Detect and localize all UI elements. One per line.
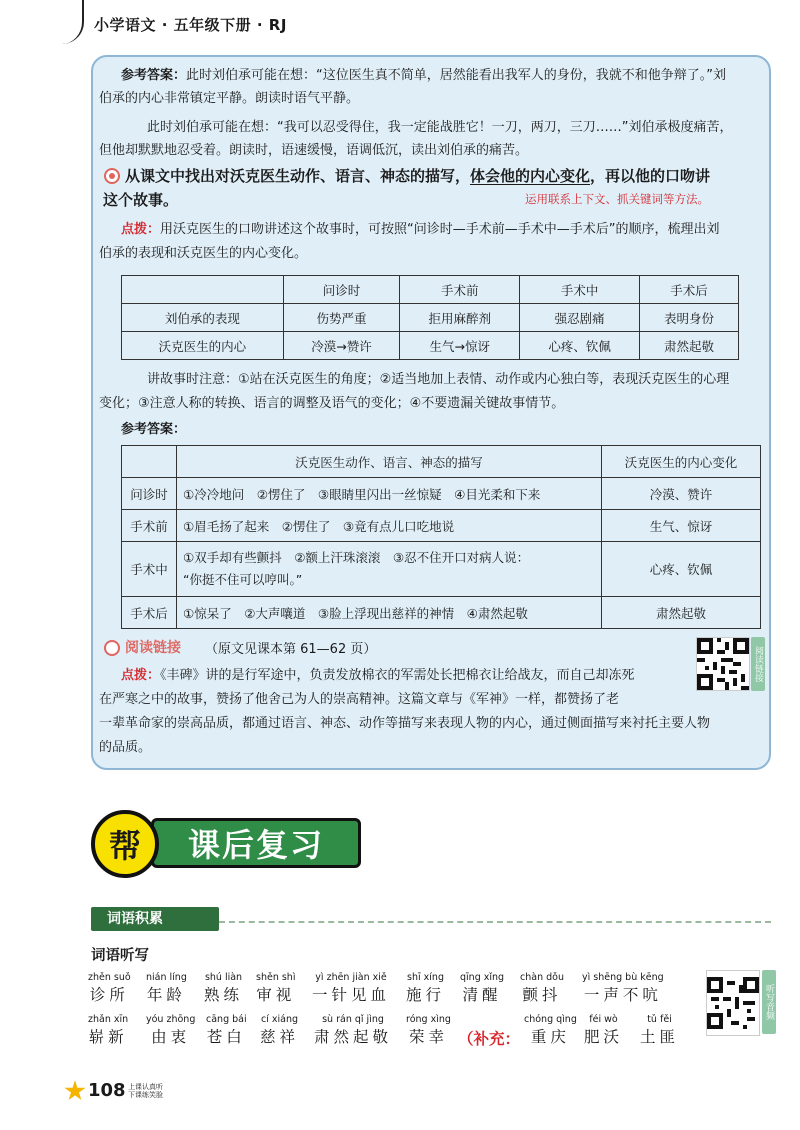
qr-code-icon[interactable] xyxy=(696,637,750,691)
word-item: chóng qìng 重庆 xyxy=(524,1014,577,1046)
qr-tag: 阅读链接 xyxy=(751,637,765,691)
table-cell: 手术前 xyxy=(122,510,177,542)
table-cell: ①惊呆了 ②大声嚷道 ③脸上浮现出慈祥的神情 ④肃然起敬 xyxy=(177,597,602,629)
table-cell: 生气、惊讶 xyxy=(602,510,761,542)
table-cell: 肃然起敬 xyxy=(640,332,739,360)
word-item: nián líng 年龄 xyxy=(146,972,187,1004)
table-row xyxy=(122,542,761,597)
table-cell: 表明身份 xyxy=(640,304,739,332)
table-cell: 伤势严重 xyxy=(283,304,399,332)
word-item: qīng xǐng 清醒 xyxy=(460,972,505,1004)
table-row xyxy=(122,478,761,510)
answer1-line2: 伯承的内心非常镇定平静。朗读时语气平静。 xyxy=(99,91,360,106)
word-item: zhěn suǒ 诊所 xyxy=(88,972,131,1004)
table-cell: 肃然起敬 xyxy=(602,597,761,629)
section-strip xyxy=(91,907,771,931)
table-cell: ①双手却有些颤抖 ②额上汗珠滚滚 ③忍不住开口对病人说： “你挺不住可以哼叫。” xyxy=(177,542,602,597)
page-header xyxy=(0,0,800,44)
table-cell: 生气→惊讶 xyxy=(400,332,520,360)
reading-link-source: （原文见课本第 61—62 页） xyxy=(205,642,377,657)
table-cell: 手术中 xyxy=(122,542,177,597)
table-cell: 手术后 xyxy=(640,276,739,304)
word-item: shī xíng 施行 xyxy=(406,972,446,1004)
summary-table xyxy=(121,275,739,360)
table-cell xyxy=(122,276,284,304)
table-cell: ①眉毛扬了起来 ②愣住了 ③竟有点儿口吃地说 xyxy=(177,510,602,542)
word-item: sù rán qǐ jìng 肃然起敬 xyxy=(314,1014,393,1046)
story-line1: 讲故事时注意：①站在沃克医生的角度；②适当地加上表情、动作或内心独白等，表现沃克医生的心理 xyxy=(147,372,730,387)
table-cell: 沃克医生动作、语言、神态的描写 xyxy=(177,446,602,478)
word-item: yì shēng bù kēng 一声不吭 xyxy=(582,972,664,1004)
table-row xyxy=(122,510,761,542)
table-row xyxy=(122,446,761,478)
table-cell: 沃克医生的内心变化 xyxy=(602,446,761,478)
word-item: chàn dǒu 颤抖 xyxy=(520,972,564,1004)
table-cell: 冷漠、赞许 xyxy=(602,478,761,510)
question-hint: 运用联系上下文、抓关键词等方法。 xyxy=(525,192,709,206)
supplement-label: （补充： xyxy=(458,1030,521,1048)
answer-table xyxy=(121,445,761,629)
story-line2: 变化；③注意人称的转换、语言的调整及语气的变化；④不要遗漏关键故事情节。 xyxy=(99,396,565,411)
banner-title: 课后复习 xyxy=(151,818,361,868)
word-item: cí xiáng 慈祥 xyxy=(260,1014,300,1046)
table-cell: 心疼、钦佩 xyxy=(602,542,761,597)
answer-panel xyxy=(91,55,771,770)
word-item: tǔ fěi 土匪 xyxy=(640,1014,680,1046)
star-icon xyxy=(64,1080,86,1102)
header-title: 小学语文 · 五年级下册 · RJ xyxy=(94,16,287,34)
answer3-label: 参考答案： xyxy=(121,422,187,437)
table-cell: 冷漠→赞许 xyxy=(283,332,399,360)
word-item: yì zhēn jiàn xiě 一针见血 xyxy=(312,972,391,1004)
table-cell: 拒用麻醉剂 xyxy=(400,304,520,332)
tip-line2: 伯承的表现和沃克医生的内心变化。 xyxy=(99,246,308,261)
word-item: shěn shì 审视 xyxy=(256,972,296,1004)
table-cell xyxy=(122,446,177,478)
tip2-line2: 在严寒之中的故事，赞扬了他舍己为人的崇高精神。这篇文章与《军神》一样，都赞扬了老 xyxy=(99,692,620,707)
header-decoration xyxy=(58,0,84,44)
table-row xyxy=(122,304,739,332)
table-cell: 问诊时 xyxy=(122,478,177,510)
reading-link-icon xyxy=(104,640,120,656)
table-cell: ①冷冷地问 ②愣住了 ③眼睛里闪出一丝惊疑 ④目光柔和下来 xyxy=(177,478,602,510)
word-item: róng xìng 荣幸 xyxy=(406,1014,451,1046)
question-line2: 这个故事。 xyxy=(103,191,179,209)
page-number: 108 xyxy=(88,1080,126,1101)
tip2-line4: 的品质。 xyxy=(99,740,152,755)
banner-badge: 帮 xyxy=(91,810,159,878)
table-cell: 心疼、钦佩 xyxy=(520,332,640,360)
qr-code-graphic xyxy=(697,638,749,690)
word-item: féi wò 肥沃 xyxy=(584,1014,624,1046)
question-icon xyxy=(104,168,120,184)
table-cell: 手术中 xyxy=(520,276,640,304)
review-banner xyxy=(91,810,771,900)
dictation-qr-tag: 听写音频 xyxy=(762,970,776,1034)
dictation-qr-icon[interactable] xyxy=(706,970,760,1036)
answer2-line1: 此时刘伯承可能在想：“我可以忍受得住，我一定能战胜它！一刀，两刀，三刀……”刘伯承极度痛苦， xyxy=(147,120,733,135)
table-cell: 刘伯承的表现 xyxy=(122,304,284,332)
tip2-line3: 一辈革命家的崇高品质，都通过语言、神态、动作等描写来表现人物的内心，通过侧面描写来衬托主要人物 xyxy=(99,716,711,731)
word-item: shú liàn 熟练 xyxy=(204,972,244,1004)
table-cell: 沃克医生的内心 xyxy=(122,332,284,360)
section-tag: 词语积累 xyxy=(91,907,219,931)
answer2-line2: 但他却默默地忍受着。朗读时，语速缓慢，语调低沉，读出刘伯承的痛苦。 xyxy=(99,143,529,158)
tip2-line1: 点拨：《丰碑》讲的是行军途中，负责发放棉衣的军需处长把棉衣让给战友，而自己却冻死 xyxy=(121,668,635,683)
tip-line1: 点拨：用沃克医生的口吻讲述这个故事时，可按照“问诊时—手术前—手术中—手术后”的顺序，梳理出刘 xyxy=(121,222,720,237)
table-cell: 问诊时 xyxy=(283,276,399,304)
word-item: cāng bái 苍白 xyxy=(206,1014,247,1046)
reading-link-title: 阅读链接 xyxy=(125,640,181,656)
dictation-subhead: 词语听写 xyxy=(91,948,149,964)
qr-code-graphic xyxy=(707,971,759,1035)
question-line1: 从课文中找出对沃克医生动作、语言、神态的描写，体会他的内心变化，再以他的口吻讲 xyxy=(125,167,711,185)
table-cell: 手术后 xyxy=(122,597,177,629)
table-row xyxy=(122,597,761,629)
section-divider xyxy=(219,921,771,923)
table-cell: 手术前 xyxy=(400,276,520,304)
table-cell: 强忍剧痛 xyxy=(520,304,640,332)
answer1-line1: 参考答案：此时刘伯承可能在想：“这位医生真不简单，居然能看出我军人的身份，我就不和他争辩了。”刘 xyxy=(121,68,726,83)
table-row xyxy=(122,332,739,360)
table-row xyxy=(122,276,739,304)
word-item: yóu zhōng 由衷 xyxy=(146,1014,196,1046)
word-item: zhǎn xīn 崭新 xyxy=(88,1014,129,1046)
page-slogan: 上课认真听 下课练笑脸 xyxy=(128,1083,163,1099)
